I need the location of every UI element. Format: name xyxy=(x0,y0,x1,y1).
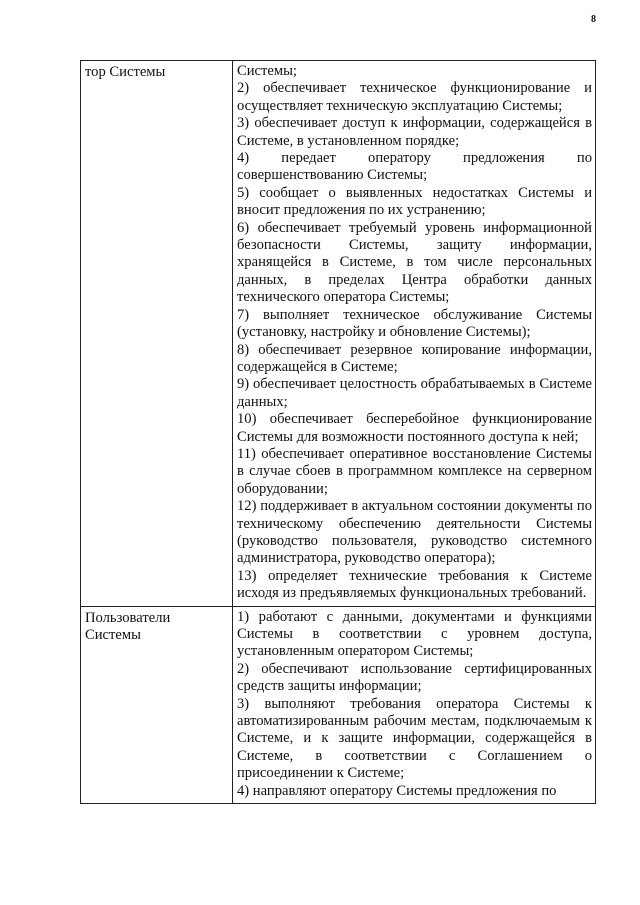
list-item: 11) обеспечивает оперативное восстановление Системы в случае сбоев в программном комплексе на серверном оборудовании; xyxy=(237,445,592,497)
list-item: 9) обеспечивает целостность обрабатываемых в Системе данных; xyxy=(237,376,592,410)
duties-cell xyxy=(233,606,596,803)
role-cell: Пользователи Системы xyxy=(81,606,233,803)
list-item: 7) выполняет техническое обслуживание Системы (установку, настройку и обновление Системы); xyxy=(237,306,592,341)
list-item: 2) обеспечивает техническое функционирование и осуществляет техническую эксплуатацию Системы; xyxy=(237,80,592,114)
list-item: 1) работают с данными, документами и функциями Системы в соответствии с уровнем доступа, установленным оператором Системы; xyxy=(237,608,592,660)
list-item: 12) поддерживает в актуальном состоянии документы по техническому обеспечению деятельности Системы (руководство пользователя, руководство системного администратора, руководство оператора); xyxy=(237,498,592,567)
list-item: 3) обеспечивает доступ к информации, содержащейся в Системе, в установленном порядке; xyxy=(237,115,592,149)
list-item: 4) направляют оператору Системы предложения по xyxy=(237,782,557,799)
list-item: 4) передает оператору предложения по совершенствованию Системы; xyxy=(237,150,592,184)
role-cell: тор Системы xyxy=(81,61,233,607)
list-item: 6) обеспечивает требуемый уровень информационной безопасности Системы, защиту информации, хранящейся в Системе, в том числе персональных данных, в пределах Центра обработки данных технического оператора Системы; xyxy=(237,219,592,306)
list-item: 3) выполняют требования оператора Системы к автоматизированным рабочим местам, подключаемым к Системе, и к защите информации, содержащейся в Системе, в соответствии с Соглашением о присоединении к Системе; xyxy=(237,695,592,782)
responsibilities-table xyxy=(80,60,596,804)
list-item: 2) обеспечивают использование сертифицированных средств защиты информации; xyxy=(237,660,592,695)
list-item: Системы; xyxy=(237,63,297,79)
list-item: 8) обеспечивает резервное копирование информации, содержащейся в Системе; xyxy=(237,341,592,375)
list-item: 13) определяет технические требования к Системе исходя из предъявляемых функциональных требований. xyxy=(237,567,592,602)
list-item: 5) сообщает о выявленных недостатках Системы и вносит предложения по их устранению; xyxy=(237,184,592,219)
table-row xyxy=(81,606,596,803)
table-row xyxy=(81,61,596,607)
duties-cell xyxy=(233,61,596,607)
list-item: 10) обеспечивает бесперебойное функционирование Системы для возможности постоянного доступа к ней; xyxy=(237,411,592,445)
page-number: 8 xyxy=(591,14,596,25)
